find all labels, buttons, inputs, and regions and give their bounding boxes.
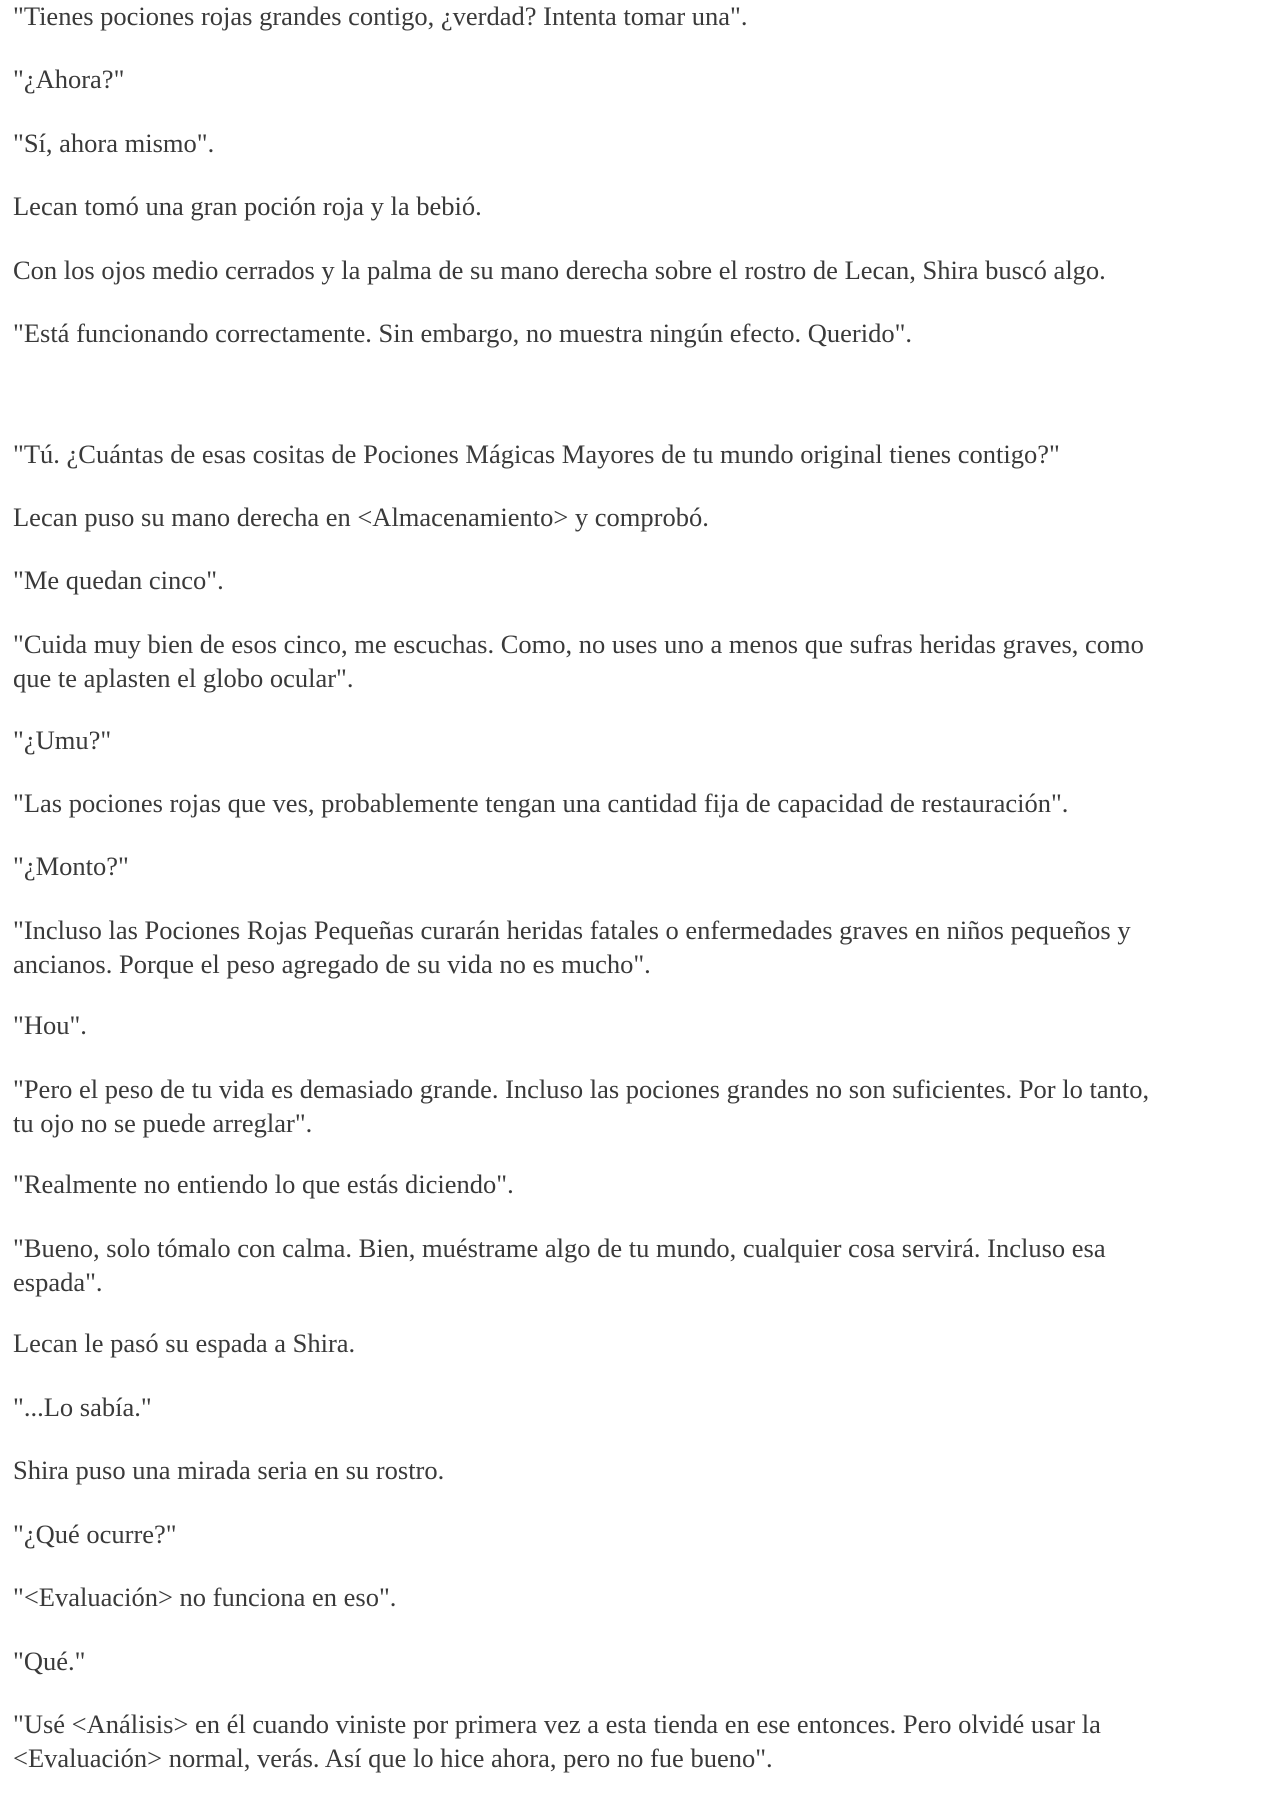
paragraph — [13, 1072, 1268, 1140]
paragraph — [13, 253, 1268, 287]
paragraph — [13, 1008, 1268, 1042]
text-line: "Está funcionando correctamente. Sin embargo, no muestra ningún efecto. Querido". — [13, 318, 913, 348]
text-line: que te aplasten el globo ocular". — [13, 663, 354, 693]
text-line: tu ojo no se puede arreglar". — [13, 1108, 313, 1138]
text-line: "Bueno, solo tómalo con calma. Bien, muéstrame algo de tu mundo, cualquier cosa servirá. Incluso esa — [13, 1233, 1106, 1263]
text-line: Shira puso una mirada seria en su rostro. — [13, 1455, 445, 1485]
paragraph — [13, 0, 1268, 33]
text-line: "¿Monto?" — [13, 851, 129, 881]
text-line: Lecan puso su mano derecha en <Almacenamiento> y comprobó. — [13, 502, 709, 532]
text-line: "Pero el peso de tu vida es demasiado grande. Incluso las pociones grandes no son suficientes. Por lo tanto, — [13, 1074, 1150, 1104]
paragraph — [13, 1644, 1268, 1678]
paragraph — [13, 500, 1268, 534]
text-line: "Sí, ahora mismo". — [13, 128, 215, 158]
text-line: "Qué." — [13, 1646, 86, 1676]
text-line: <Evaluación> normal, verás. Así que lo hice ahora, pero no fue bueno". — [13, 1743, 773, 1773]
paragraph — [13, 189, 1268, 223]
text-line: "...Lo sabía." — [13, 1392, 152, 1422]
paragraph — [13, 723, 1268, 757]
text-line: espada". — [13, 1267, 103, 1297]
text-line: Con los ojos medio cerrados y la palma de su mano derecha sobre el rostro de Lecan, Shira buscó algo. — [13, 255, 1106, 285]
text-line: "¿Qué ocurre?" — [13, 1519, 177, 1549]
paragraph — [13, 316, 1268, 350]
paragraph — [13, 786, 1268, 820]
text-line: "¿Umu?" — [13, 725, 112, 755]
text-line: ancianos. Porque el peso agregado de su vida no es mucho". — [13, 949, 651, 979]
text-line: "Me quedan cinco". — [13, 565, 224, 595]
text-line: "Realmente no entiendo lo que estás diciendo". — [13, 1169, 514, 1199]
text-line: "Hou". — [13, 1010, 87, 1040]
paragraph — [13, 126, 1268, 160]
paragraph — [13, 627, 1268, 695]
text-line: "Tú. ¿Cuántas de esas cositas de Pociones Mágicas Mayores de tu mundo original tienes contigo?" — [13, 439, 1060, 469]
paragraph — [13, 1326, 1268, 1360]
paragraph — [13, 563, 1268, 597]
paragraph — [13, 62, 1268, 96]
paragraph — [13, 1167, 1268, 1201]
text-line: "Tienes pociones rojas grandes contigo, ¿verdad? Intenta tomar una". — [13, 1, 748, 31]
text-line: "<Evaluación> no funciona en eso". — [13, 1582, 397, 1612]
paragraph — [13, 1390, 1268, 1424]
paragraph — [13, 1453, 1268, 1487]
paragraph — [13, 1580, 1268, 1614]
text-line: "¿Ahora?" — [13, 64, 125, 94]
text-line: "Cuida muy bien de esos cinco, me escuchas. Como, no uses uno a menos que sufras heridas graves, como — [13, 629, 1144, 659]
paragraph — [13, 437, 1268, 471]
paragraph — [13, 913, 1268, 981]
paragraph — [13, 1231, 1268, 1299]
paragraph — [13, 1517, 1268, 1551]
text-line: "Incluso las Pociones Rojas Pequeñas curarán heridas fatales o enfermedades graves en niños pequeños y — [13, 915, 1131, 945]
paragraph — [13, 1707, 1268, 1775]
text-line: Lecan tomó una gran poción roja y la bebió. — [13, 191, 482, 221]
text-line: "Usé <Análisis> en él cuando viniste por primera vez a esta tienda en ese entonces. Pero olvidé usar la — [13, 1709, 1101, 1739]
text-line: Lecan le pasó su espada a Shira. — [13, 1328, 356, 1358]
paragraph — [13, 849, 1268, 883]
text-line: "Las pociones rojas que ves, probablemente tengan una cantidad fija de capacidad de restauración". — [13, 788, 1069, 818]
